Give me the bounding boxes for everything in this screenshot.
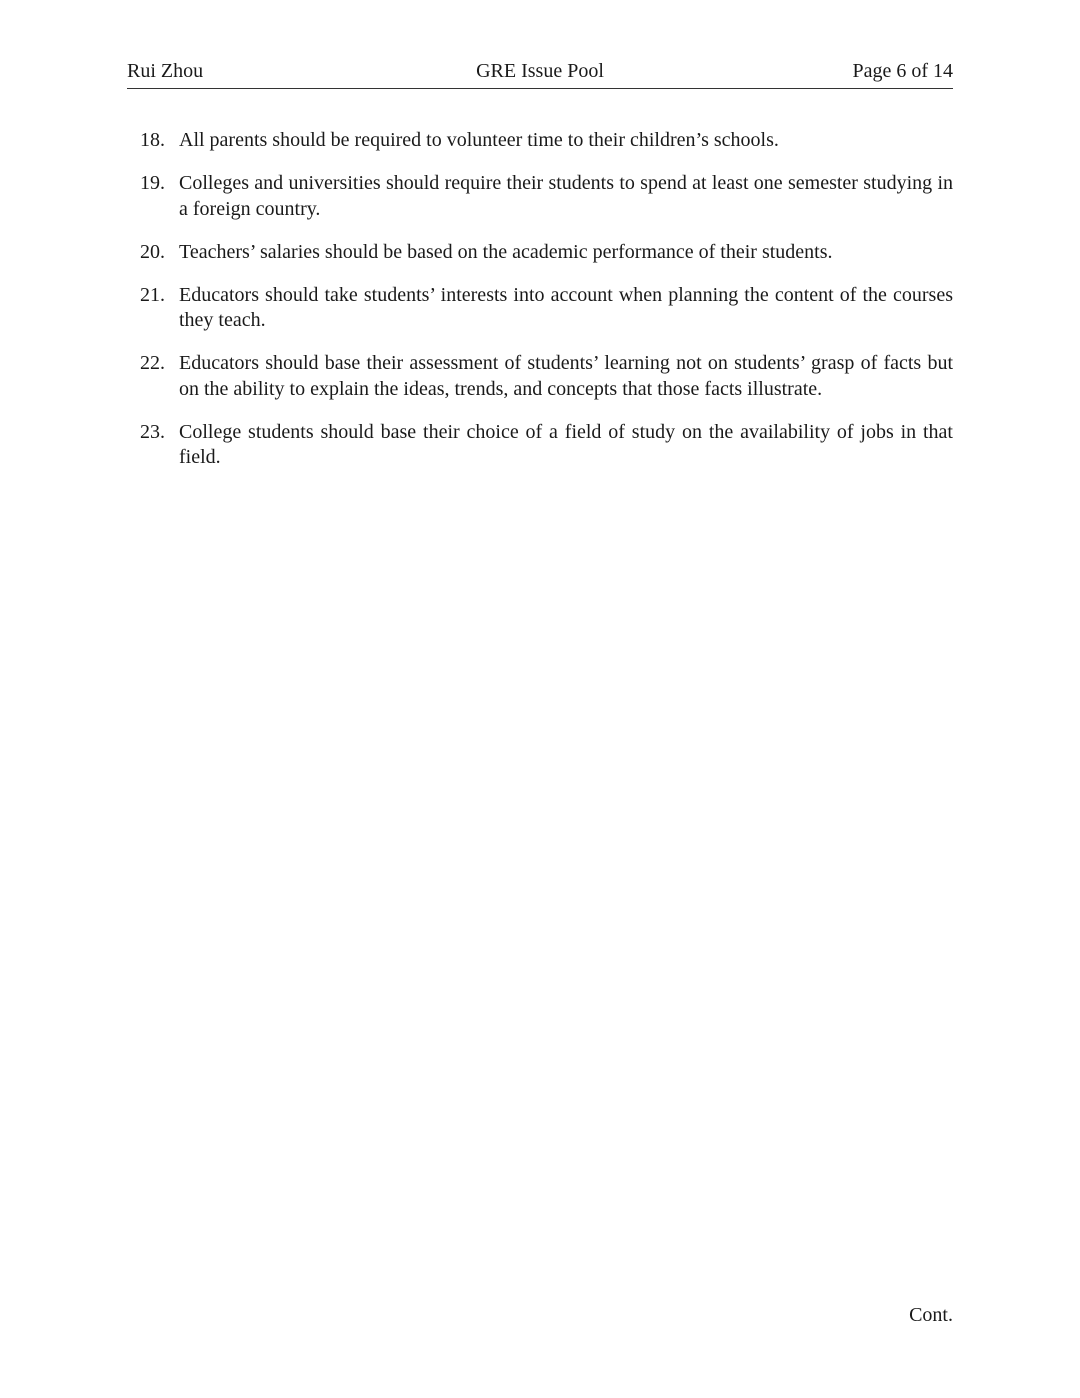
list-item — [140, 283, 953, 334]
issue-text: College students should base their choice of a field of study on the availability of jobs in that field. — [179, 420, 953, 468]
issue-text: All parents should be required to volunteer time to their children’s schools. — [179, 129, 779, 151]
issue-text: Teachers’ salaries should be based on the academic performance of their students. — [179, 240, 833, 263]
header-page-number: Page 6 of 14 — [852, 60, 953, 82]
list-item — [140, 351, 953, 402]
list-item — [140, 171, 953, 222]
header-title: GRE Issue Pool — [476, 60, 604, 82]
list-item — [140, 420, 953, 471]
issue-number: 19. — [140, 172, 165, 194]
header-author: Rui Zhou — [127, 60, 204, 82]
issue-number: 21. — [140, 283, 165, 306]
page-header — [127, 60, 953, 89]
issue-number: 22. — [140, 352, 165, 374]
issue-text: Educators should take students’ interests into account when planning the content of the courses they teach. — [179, 283, 953, 331]
footer-continuation: Cont. — [909, 1304, 953, 1326]
issue-number: 20. — [140, 240, 165, 263]
list-item — [140, 128, 953, 154]
issue-text: Educators should base their assessment of students’ learning not on students’ grasp of facts but on the ability to explain the ideas, trends, and concepts that those facts illustrate. — [179, 352, 953, 400]
issue-text: Colleges and universities should require their students to spend at least one semester studying in a foreign country. — [179, 172, 953, 220]
issue-number: 23. — [140, 420, 165, 443]
issue-list — [140, 128, 953, 488]
issue-number: 18. — [140, 129, 165, 151]
list-item — [140, 240, 953, 266]
